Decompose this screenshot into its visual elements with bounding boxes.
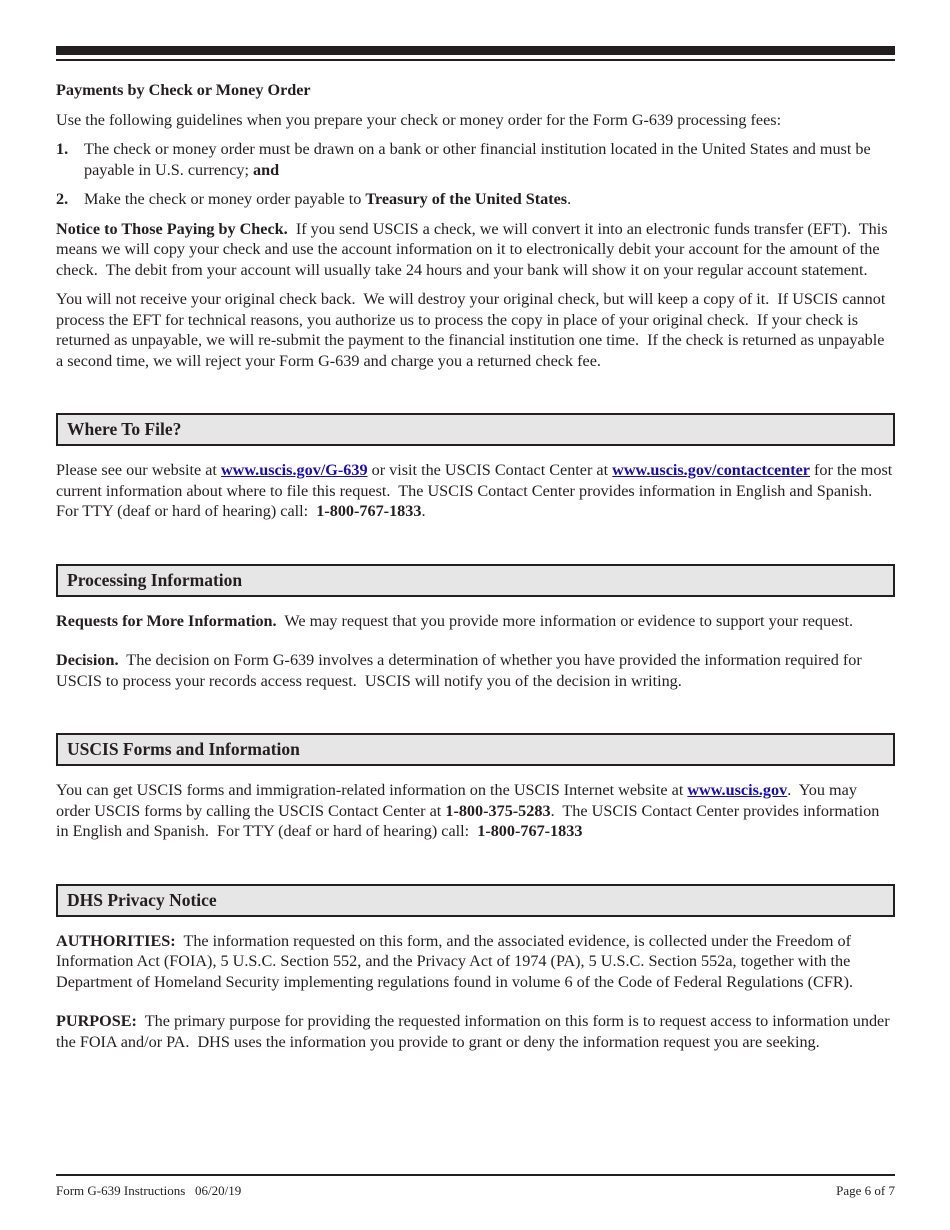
forms-info-paragraph: You can get USCIS forms and immigration-related information on the USCIS Internet website at www.uscis.gov. You may order USCIS forms by calling the USCIS Contact Center at 1-800-375-5283. The USCIS Contact Center provides information in English and Spanish. For TTY (deaf or hard of hearing) call: 1-800-767-1833 — [56, 781, 884, 840]
header-rule-thin — [56, 59, 895, 61]
where-to-file-paragraph: Please see our website at www.uscis.gov/G-639 or visit the USCIS Contact Center at www.uscis.gov/contactcenter for the most current information about where to file this request. The USCIS Contact Center provides information in English and Spanish. For TTY (deaf or hard of hearing) call: 1-800-767-1833. — [56, 461, 897, 520]
payments-heading: Payments by Check or Money Order — [56, 81, 311, 99]
list-number: 2. — [56, 190, 69, 208]
page-footer — [56, 1183, 895, 1199]
decision-paragraph: Decision. The decision on Form G-639 involves a determination of whether you have provided the information required for USCIS to process your records access request. USCIS will notify you of the decision in writing. — [56, 651, 866, 690]
footer-page-number: Page 6 of 7 — [836, 1183, 895, 1198]
authorities-paragraph: AUTHORITIES: The information requested on this form, and the associated evidence, is collected under the Freedom of Information Act (FOIA), 5 U.S.C. Section 552, and the Privacy Act of 1974 (PA), 5 U.S.C. Section 552a, together with the Department of Homeland Security implementing regulations found in volume 6 of the Code of Federal Regulations (CFR). — [56, 931, 856, 991]
list-text: Make the check or money order payable to Treasury of the United States. — [84, 190, 572, 208]
g639-link[interactable]: www.uscis.gov/G-639 — [220, 461, 368, 479]
list-item — [56, 139, 895, 180]
check-notice-paragraph: Notice to Those Paying by Check. If you send USCIS a check, we will convert it into an electronic funds transfer (EFT). This means we will copy your check and use the account information on it to electronically debit your account for the amount of the check. The debit from your account will usually take 24 hours and your bank will show it on your regular account statement. — [56, 219, 892, 279]
list-item — [56, 189, 895, 210]
section-header-where-to-file: Where To File? — [56, 413, 895, 446]
footer-form-info: Form G-639 Instructions 06/20/19 — [56, 1183, 242, 1198]
footer-rule — [56, 1174, 895, 1176]
contact-center-link[interactable]: www.uscis.gov/contactcenter — [612, 461, 810, 479]
payments-intro: Use the following guidelines when you prepare your check or money order for the Form G-639 processing fees: — [56, 110, 782, 129]
section-header-privacy: DHS Privacy Notice — [56, 884, 895, 917]
purpose-paragraph: PURPOSE: The primary purpose for providing the requested information on this form is to request access to information under the FOIA and/or PA. DHS uses the information you provide to grant or deny the information request you are seeking. — [56, 1012, 894, 1051]
list-text: The check or money order must be drawn on a bank or other financial institution located in the United States and must be payable in U.S. currency; and — [84, 140, 871, 179]
uscis-link[interactable]: www.uscis.gov — [687, 781, 788, 799]
page-content — [56, 78, 895, 1052]
section-header-forms-info: USCIS Forms and Information — [56, 733, 895, 766]
check-return-paragraph: You will not receive your original check back. We will destroy your original check, but will keep a copy of it. If USCIS cannot process the EFT for technical reasons, you authorize us to process the copy in place of your original check. If your check is returned as unpayable, we will re-submit the payment to the financial institution one time. If the check is returned as unpayable a second time, we will reject your Form G-639 and charge you a returned check fee. — [56, 290, 890, 370]
section-header-processing: Processing Information — [56, 564, 895, 597]
header-rule-thick — [56, 46, 895, 55]
list-number: 1. — [56, 140, 69, 158]
requests-paragraph: Requests for More Information. We may request that you provide more information or evidence to support your request. — [56, 611, 854, 630]
